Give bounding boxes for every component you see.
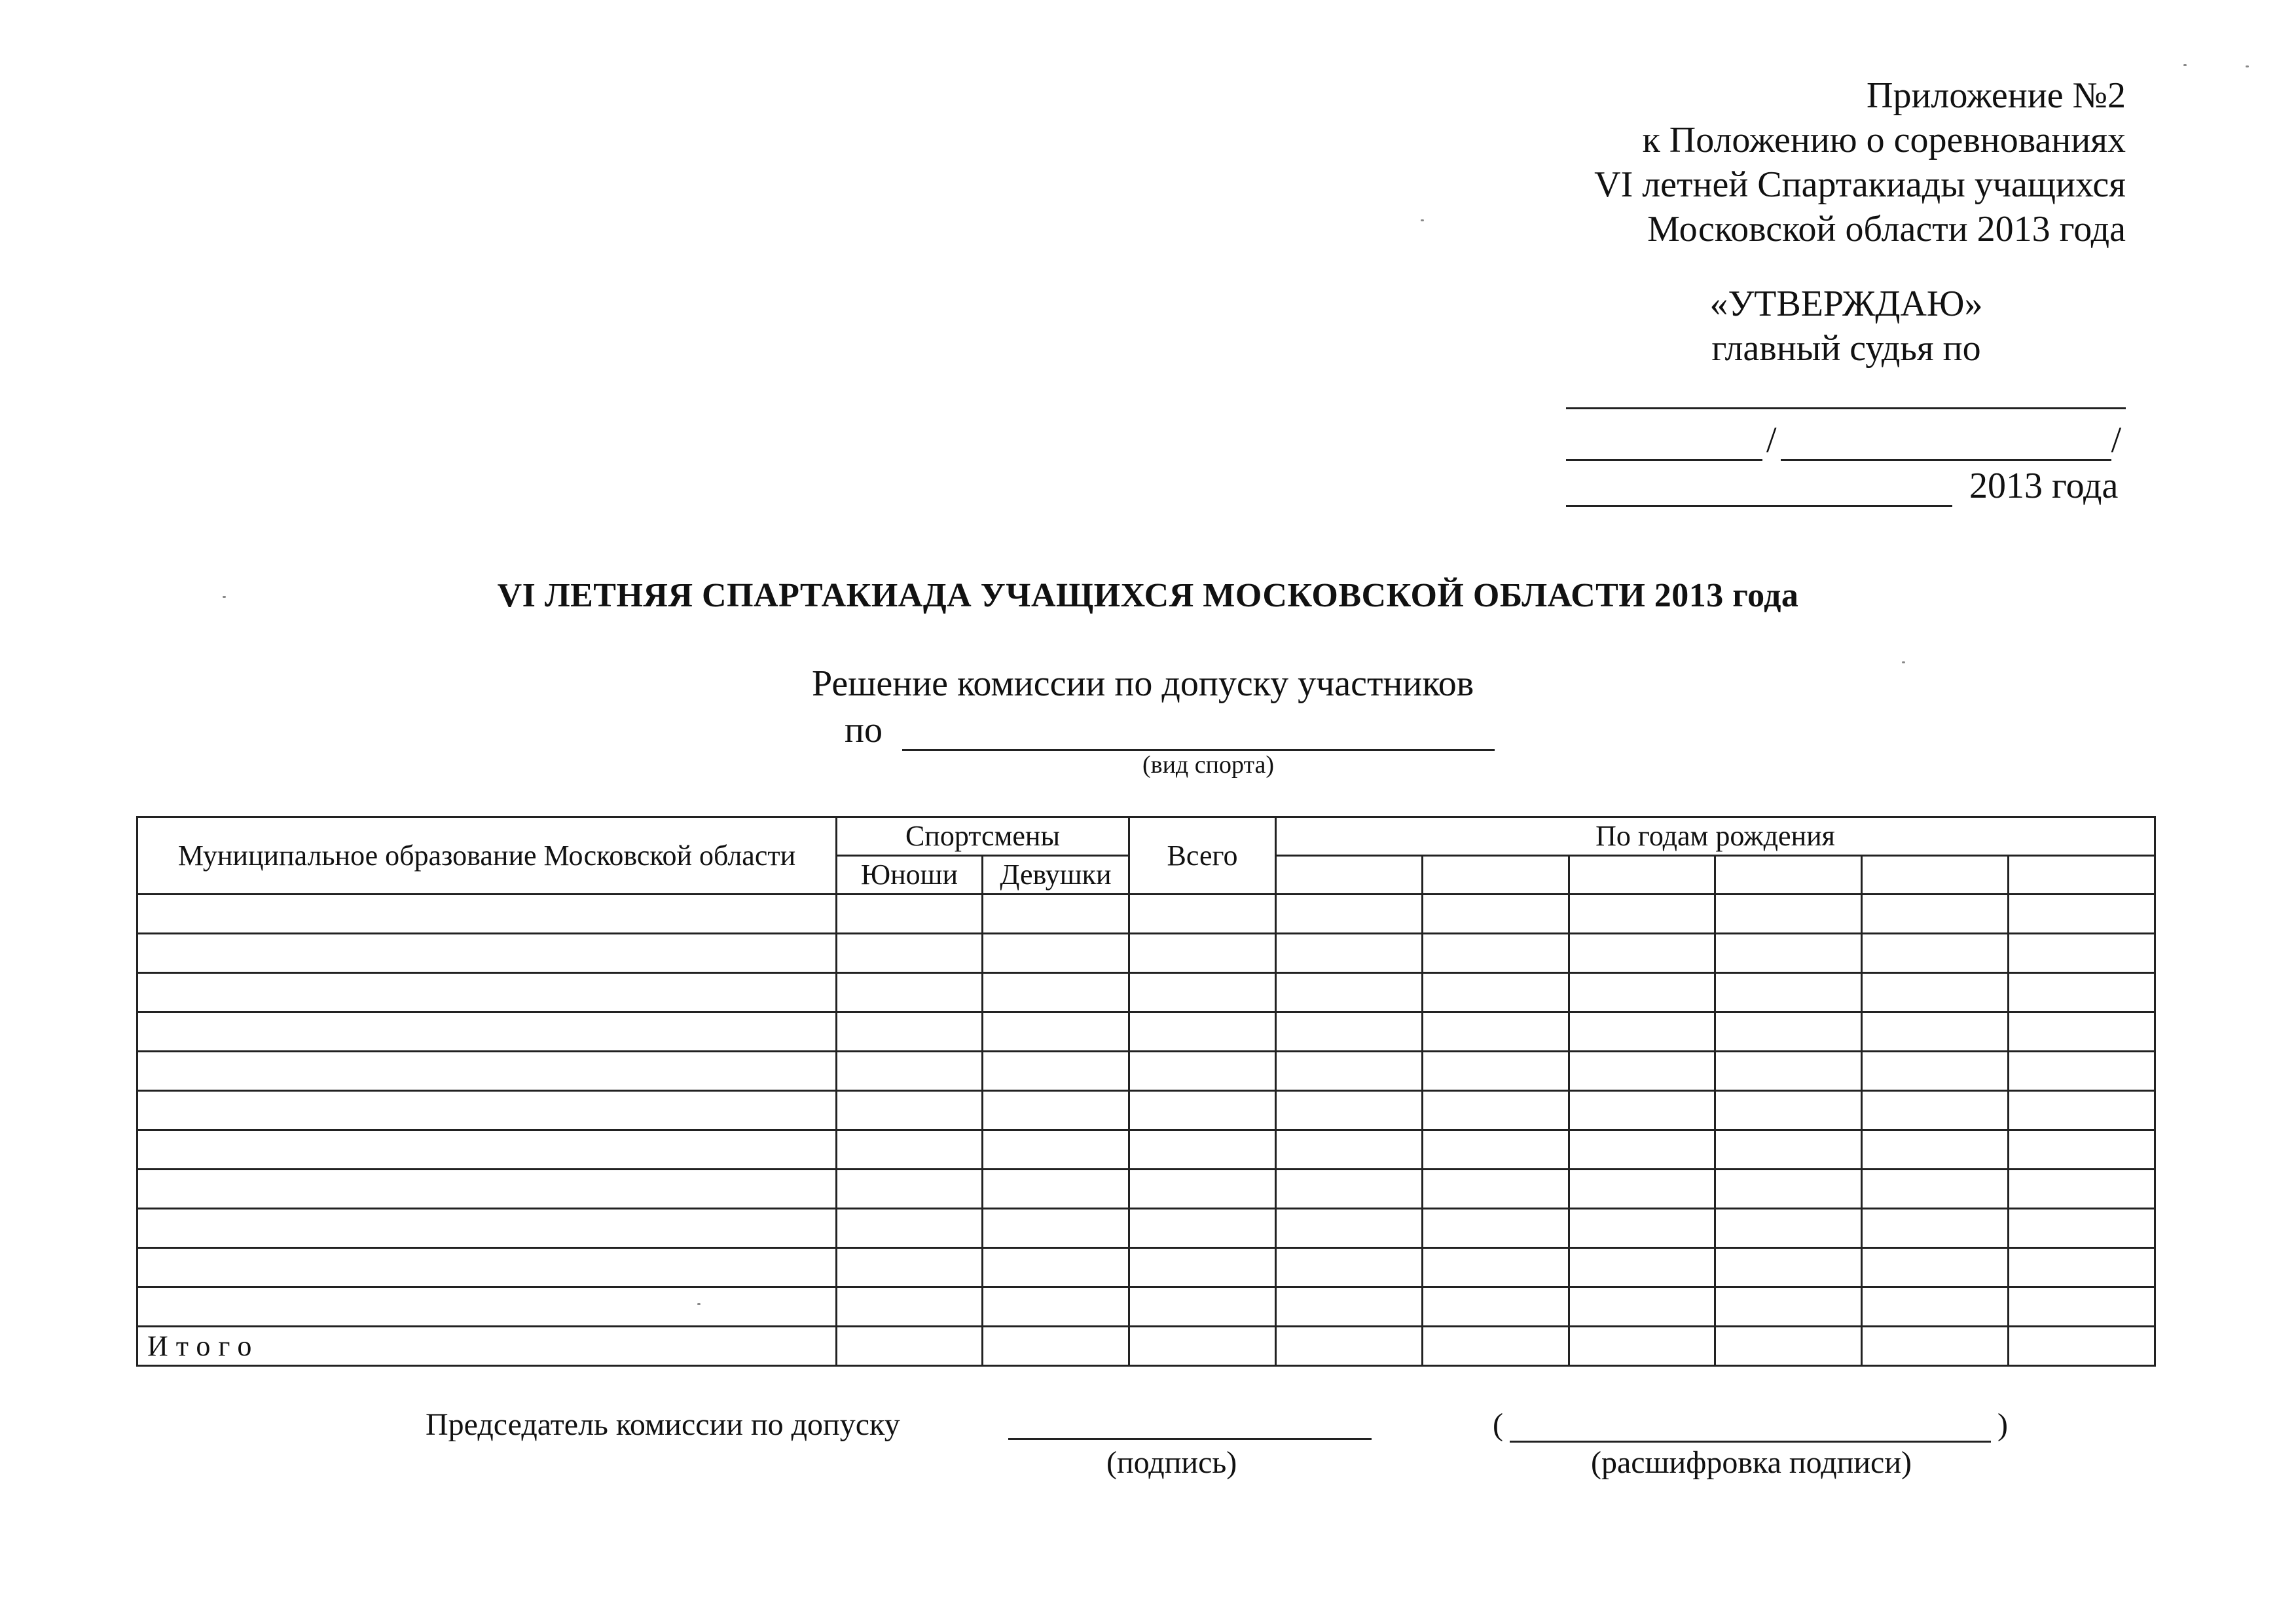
total-cell[interactable] [983, 1327, 1129, 1366]
table-cell[interactable] [1276, 973, 1423, 1012]
scan-speck [2183, 64, 2187, 66]
table-row [137, 1170, 2155, 1209]
table-cell[interactable] [1129, 1052, 1276, 1091]
annex-line-4: Московской области 2013 года [1647, 209, 2126, 249]
table-cell[interactable] [837, 934, 983, 973]
chairman-signature-blank[interactable] [1008, 1438, 1372, 1440]
table-cell[interactable] [1569, 1287, 1715, 1327]
table-cell[interactable] [1862, 1209, 2009, 1248]
table-cell[interactable] [137, 1012, 837, 1052]
table-cell[interactable] [1569, 1130, 1715, 1170]
table-cell[interactable] [1423, 895, 1569, 934]
table-cell[interactable] [1569, 895, 1715, 934]
table-cell[interactable] [137, 1052, 837, 1091]
sport-row [845, 709, 1495, 751]
scan-speck [1902, 661, 1905, 663]
table-cell[interactable] [983, 895, 1129, 934]
table-cell[interactable] [1129, 1091, 1276, 1130]
signature-decode-blank[interactable] [1510, 1412, 1991, 1443]
signature-caption: (подпись) [1106, 1445, 1237, 1480]
table-cell[interactable] [837, 1287, 983, 1327]
table-cell[interactable] [1423, 1091, 1569, 1130]
header-athletes: Спортсмены [837, 817, 1129, 856]
table-cell[interactable] [2009, 1012, 2155, 1052]
table-cell[interactable] [1715, 1287, 1862, 1327]
table-cell[interactable] [1862, 1248, 2009, 1287]
table-cell[interactable] [2009, 934, 2155, 973]
table-cell[interactable] [837, 1209, 983, 1248]
annex-line-3: VI летней Спартакиады учащихся [1594, 164, 2126, 205]
table-cell[interactable] [1423, 1130, 1569, 1170]
approval-sport-blank[interactable] [1566, 380, 2126, 409]
table-cell[interactable] [983, 1130, 1129, 1170]
table-cell[interactable] [1569, 1012, 1715, 1052]
table-row [137, 973, 2155, 1012]
table-cell[interactable] [2009, 1170, 2155, 1209]
table-cell[interactable] [1715, 1091, 1862, 1130]
table-cell[interactable] [1569, 1209, 1715, 1248]
table-cell[interactable] [2009, 1130, 2155, 1170]
table-cell[interactable] [1276, 1287, 1423, 1327]
table-cell[interactable] [1129, 1287, 1276, 1327]
total-cell[interactable] [1715, 1327, 1862, 1366]
header-total: Всего [1129, 817, 1276, 895]
table-row [137, 1248, 2155, 1287]
table-cell[interactable] [2009, 895, 2155, 934]
table-cell[interactable] [137, 1209, 837, 1248]
table-cell[interactable] [1569, 1052, 1715, 1091]
table-cell[interactable] [1862, 895, 2009, 934]
table-cell[interactable] [137, 1091, 837, 1130]
table-cell[interactable] [2009, 1287, 2155, 1327]
table-cell[interactable] [1715, 1248, 1862, 1287]
table-row [137, 1209, 2155, 1248]
approval-signature-blank[interactable] [1566, 426, 1762, 461]
table-cell[interactable] [1569, 1091, 1715, 1130]
table-cell[interactable] [137, 1170, 837, 1209]
table-cell[interactable] [1862, 1052, 2009, 1091]
approval-year: 2013 года [1969, 466, 2119, 506]
total-cell[interactable] [1276, 1327, 1423, 1366]
table-cell[interactable] [137, 895, 837, 934]
table-cell[interactable] [1129, 973, 1276, 1012]
table-cell[interactable] [1862, 1170, 2009, 1209]
table-cell[interactable] [1423, 973, 1569, 1012]
table-row [137, 1130, 2155, 1170]
scan-speck [1421, 219, 1424, 221]
approval-date-row [1566, 465, 2118, 511]
total-cell[interactable] [2009, 1327, 2155, 1366]
table-cell[interactable] [983, 1170, 1129, 1209]
slash-2: / [2111, 420, 2122, 460]
document-title: VI ЛЕТНЯЯ СПАРТАКИАДА УЧАЩИХСЯ МОСКОВСКОЙ ОБЛАСТИ 2013 года [497, 577, 1799, 614]
table-cell[interactable] [983, 973, 1129, 1012]
table-cell[interactable] [1276, 934, 1423, 973]
annex-line-2: к Положению о соревнованиях [1642, 120, 2126, 160]
total-row-label: Итого [137, 1327, 837, 1366]
table-cell[interactable] [1129, 1012, 1276, 1052]
chairman-label: Председатель комиссии по допуску [426, 1407, 900, 1442]
table-cell[interactable] [983, 1052, 1129, 1091]
table-cell[interactable] [2009, 973, 2155, 1012]
table-body [137, 895, 2155, 1327]
table-cell[interactable] [837, 1052, 983, 1091]
table-cell[interactable] [1423, 1170, 1569, 1209]
header-municipality: Муниципальное образование Московской области [137, 817, 837, 895]
table-cell[interactable] [837, 1170, 983, 1209]
birth-year-col-3[interactable] [1569, 856, 1715, 895]
approval-date-blank[interactable] [1566, 472, 1952, 507]
birth-year-col-5[interactable] [1862, 856, 2009, 895]
table-row [137, 1012, 2155, 1052]
table-cell[interactable] [837, 1130, 983, 1170]
approval-role: главный судья по [1711, 328, 1981, 369]
table-cell[interactable] [1129, 934, 1276, 973]
table-cell[interactable] [137, 1130, 837, 1170]
table-cell[interactable] [1569, 973, 1715, 1012]
table-cell[interactable] [1423, 1287, 1569, 1327]
header-boys: Юноши [837, 856, 983, 895]
table-cell[interactable] [837, 1091, 983, 1130]
table-row [137, 1287, 2155, 1327]
birth-year-col-1[interactable] [1276, 856, 1423, 895]
table-cell[interactable] [1276, 1170, 1423, 1209]
table-cell[interactable] [837, 973, 983, 1012]
admission-table [136, 816, 2156, 1367]
table-cell[interactable] [983, 1091, 1129, 1130]
table-cell[interactable] [1276, 1091, 1423, 1130]
table-cell[interactable] [1129, 895, 1276, 934]
total-cell[interactable] [837, 1327, 983, 1366]
total-cell[interactable] [1423, 1327, 1569, 1366]
table-cell[interactable] [137, 973, 837, 1012]
table-cell[interactable] [1276, 895, 1423, 934]
table-cell[interactable] [1276, 1052, 1423, 1091]
table-cell[interactable] [837, 895, 983, 934]
table-cell[interactable] [137, 1248, 837, 1287]
table-cell[interactable] [1129, 1248, 1276, 1287]
table-cell[interactable] [1715, 934, 1862, 973]
table-row [137, 934, 2155, 973]
table-cell[interactable] [137, 934, 837, 973]
table-cell[interactable] [1129, 1170, 1276, 1209]
header-row-1 [137, 817, 2155, 856]
table-cell[interactable] [983, 1248, 1129, 1287]
table-row [137, 1052, 2155, 1091]
table-cell[interactable] [983, 1287, 1129, 1327]
table-cell[interactable] [1276, 1248, 1423, 1287]
total-row [137, 1327, 2155, 1366]
table-cell[interactable] [1862, 1130, 2009, 1170]
table-cell[interactable] [1715, 1012, 1862, 1052]
open-paren: ( [1493, 1407, 1503, 1442]
table-cell[interactable] [1423, 1052, 1569, 1091]
close-paren: ) [1997, 1407, 2008, 1442]
table-cell[interactable] [1129, 1130, 1276, 1170]
sport-prefix: по [845, 710, 883, 750]
table-cell[interactable] [2009, 1248, 2155, 1287]
birth-year-col-6[interactable] [2009, 856, 2155, 895]
table-cell[interactable] [1276, 1012, 1423, 1052]
table-row [137, 1091, 2155, 1130]
table-cell[interactable] [983, 1209, 1129, 1248]
table-cell[interactable] [983, 934, 1129, 973]
table-cell[interactable] [1569, 934, 1715, 973]
table-cell[interactable] [1715, 1130, 1862, 1170]
scan-speck [2246, 65, 2249, 67]
slash-1: / [1766, 420, 1777, 460]
annex-header [1471, 73, 2126, 251]
table-cell[interactable] [137, 1287, 837, 1327]
birth-year-col-2[interactable] [1423, 856, 1569, 895]
table-cell[interactable] [1276, 1130, 1423, 1170]
table-cell[interactable] [837, 1012, 983, 1052]
table-cell[interactable] [2009, 1091, 2155, 1130]
table-cell[interactable] [1862, 1287, 2009, 1327]
decode-caption: (расшифровка подписи) [1591, 1445, 1912, 1480]
table-cell[interactable] [1862, 973, 2009, 1012]
table-cell[interactable] [1715, 1052, 1862, 1091]
table-cell[interactable] [837, 1248, 983, 1287]
scan-speck [223, 596, 226, 598]
table-cell[interactable] [1129, 1209, 1276, 1248]
table-row [137, 895, 2155, 934]
table-cell[interactable] [1715, 1209, 1862, 1248]
scan-speck [697, 1303, 701, 1305]
table-cell[interactable] [1569, 1170, 1715, 1209]
annex-line-1: Приложение №2 [1867, 75, 2126, 116]
table-cell[interactable] [1569, 1248, 1715, 1287]
approval-name-blank[interactable] [1781, 426, 2111, 461]
table-cell[interactable] [1862, 934, 2009, 973]
total-cell[interactable] [1862, 1327, 2009, 1366]
header-birth-years: По годам рождения [1276, 817, 2155, 856]
sport-blank[interactable] [902, 715, 1495, 751]
header-girls: Девушки [983, 856, 1129, 895]
table-cell[interactable] [1423, 1012, 1569, 1052]
total-cell[interactable] [1129, 1327, 1276, 1366]
table-cell[interactable] [1423, 934, 1569, 973]
table-cell[interactable] [1715, 895, 1862, 934]
total-cell[interactable] [1569, 1327, 1715, 1366]
table-cell[interactable] [2009, 1209, 2155, 1248]
sport-caption: (вид спорта) [1142, 751, 1275, 779]
approval-signature-row [1566, 419, 2121, 465]
decision-heading: Решение комиссии по допуску участников [812, 663, 1474, 704]
signature-decode-row [1493, 1407, 2008, 1443]
approval-block [1565, 282, 2128, 371]
approval-stamp: «УТВЕРЖДАЮ» [1709, 284, 1983, 324]
table-cell[interactable] [983, 1012, 1129, 1052]
table-cell[interactable] [1862, 1091, 2009, 1130]
table-cell[interactable] [1423, 1209, 1569, 1248]
table-cell[interactable] [2009, 1052, 2155, 1091]
table-cell[interactable] [1715, 973, 1862, 1012]
table-cell[interactable] [1715, 1170, 1862, 1209]
table-cell[interactable] [1423, 1248, 1569, 1287]
table-cell[interactable] [1276, 1209, 1423, 1248]
birth-year-col-4[interactable] [1715, 856, 1862, 895]
table-cell[interactable] [1862, 1012, 2009, 1052]
